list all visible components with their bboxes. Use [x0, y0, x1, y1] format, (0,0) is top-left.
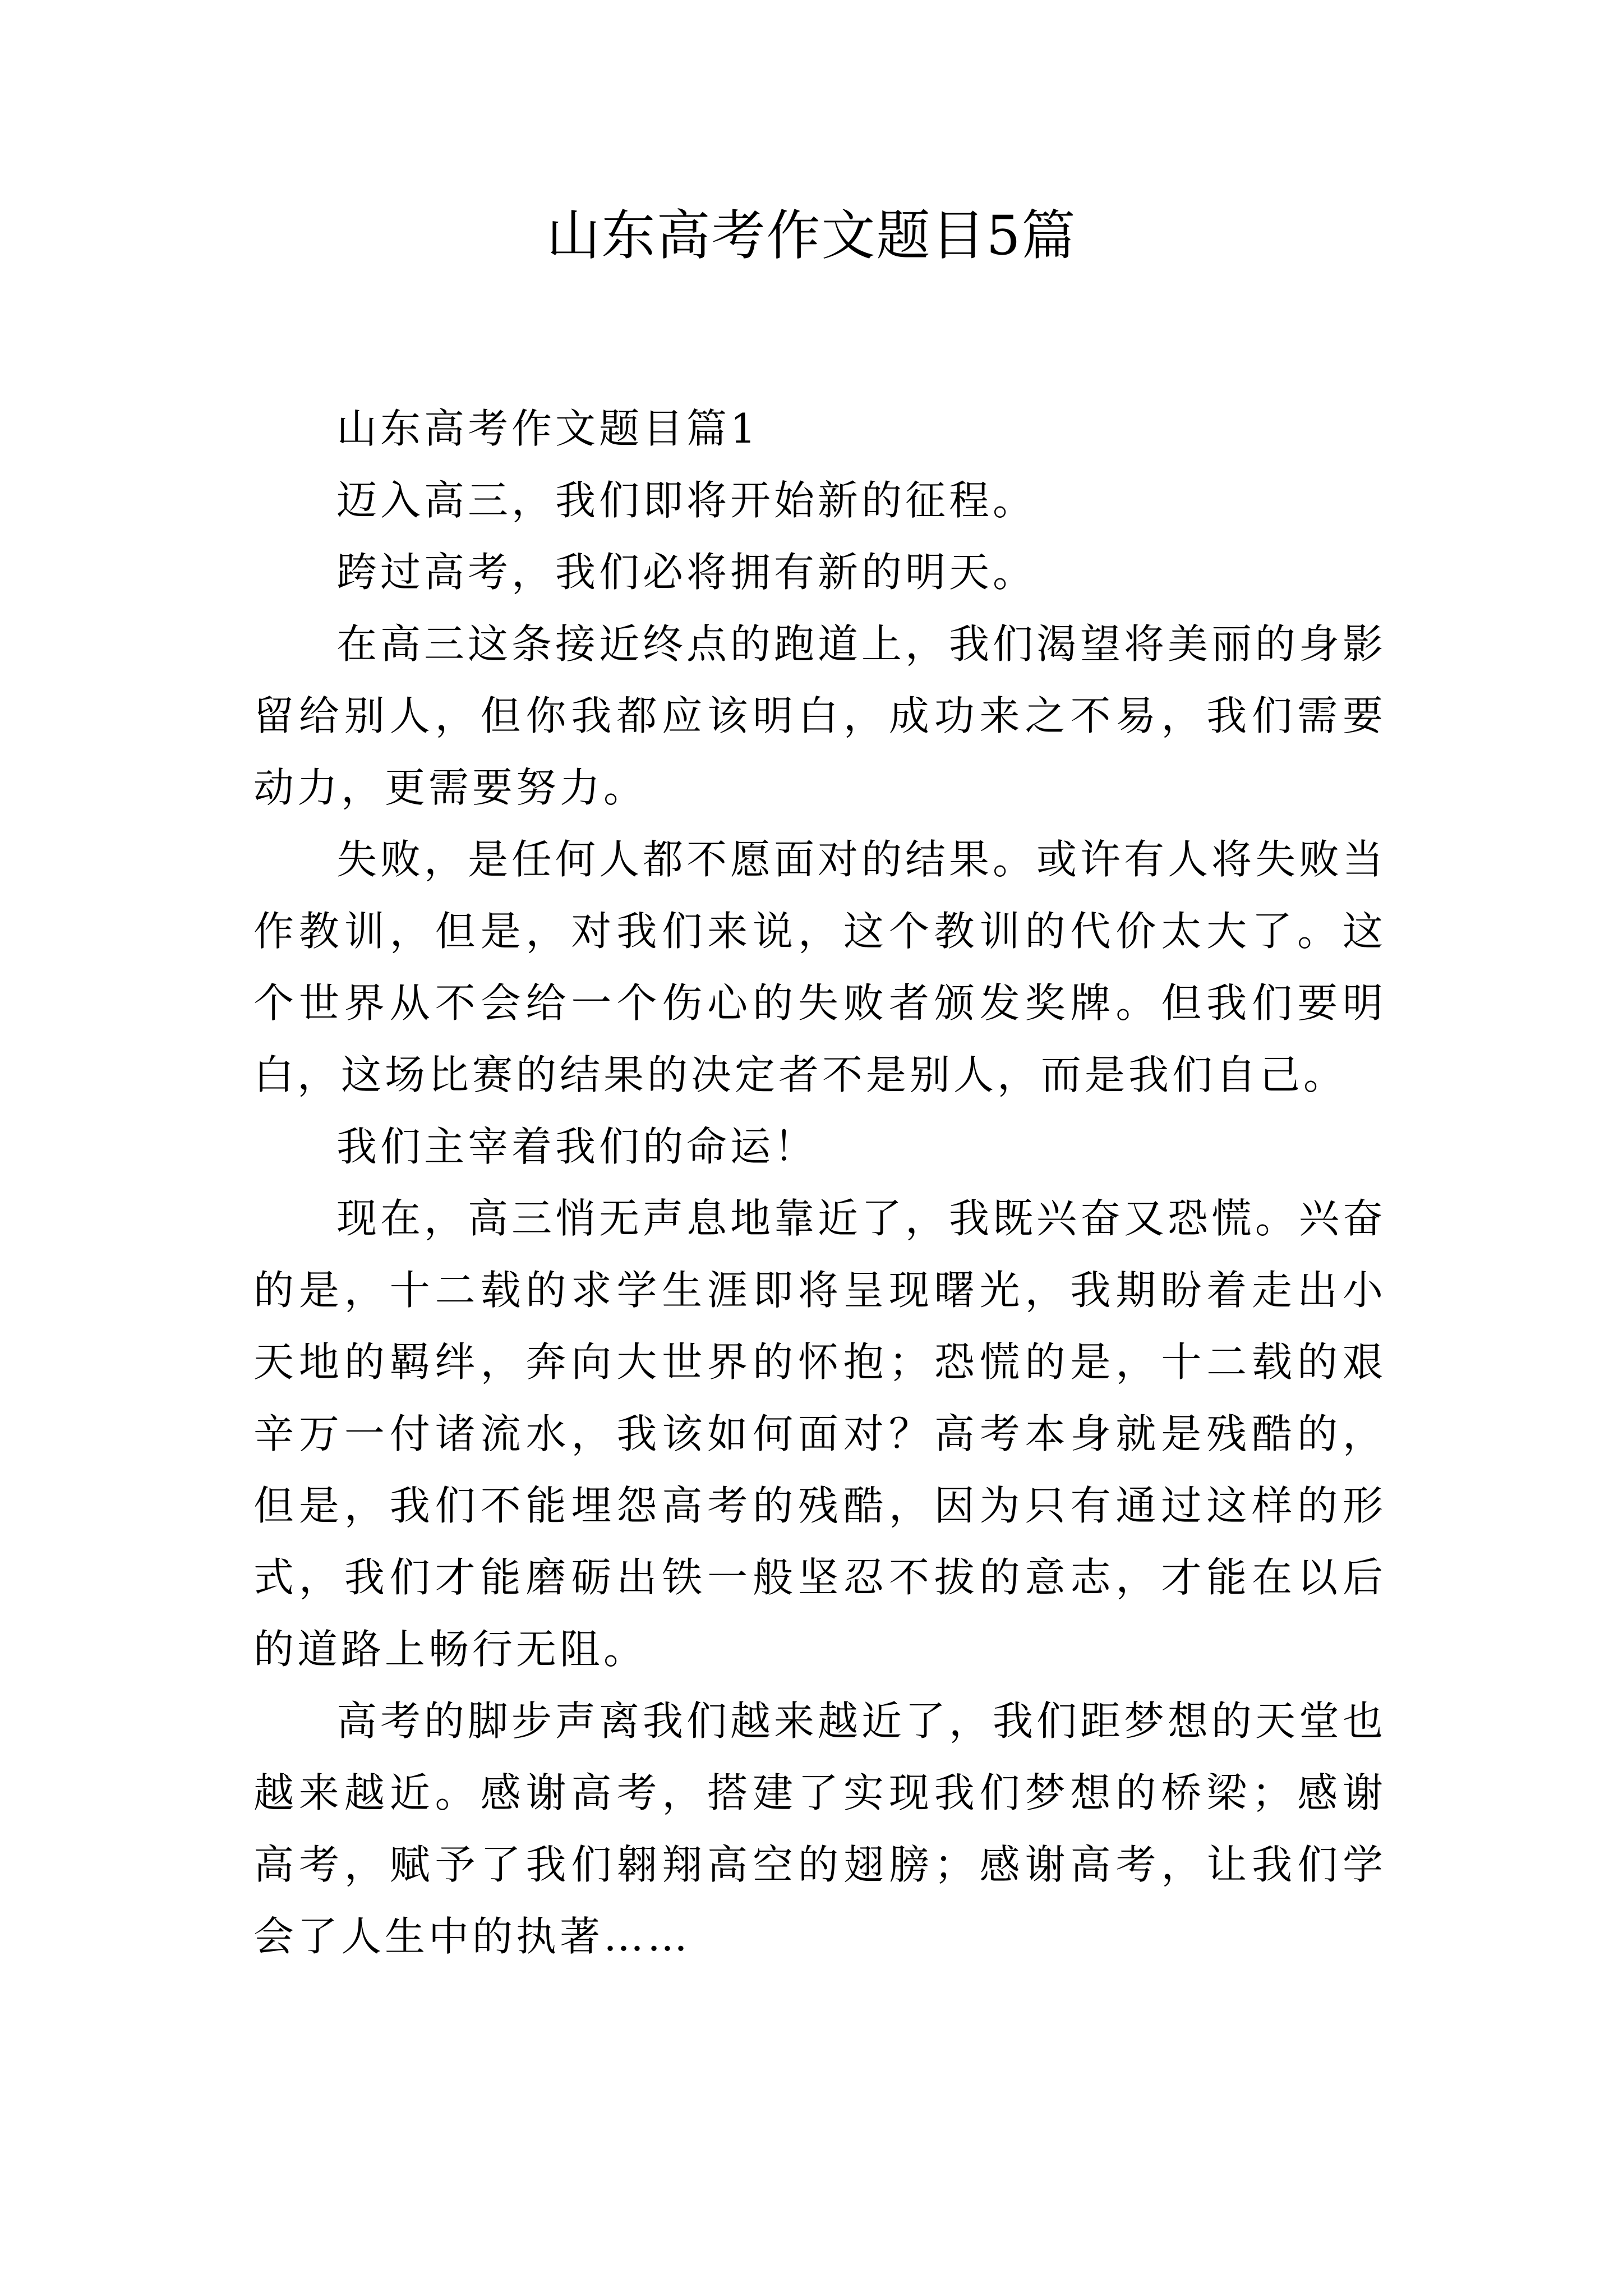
paragraph: 跨过高考，我们必将拥有新的明天。 [336, 549, 1037, 596]
document-title: 山东高考作文题目5篇 [546, 204, 1077, 267]
paragraph: 在高三这条接近终点的跑道上，我们渴望将美丽的身影留给别人，但你我都应该明白，成功来之不易，我们需要动力，更需要努力。 [253, 620, 1387, 811]
paragraph: 失败，是任何人都不愿面对的结果。或许有人将失败当作教训，但是，对我们来说，这个教训的代价太大了。这个世界从不会给一个伤心的失败者颁发奖牌。但我们要明白，这场比赛的结果的决定者不是别人，而是我们自己。 [253, 836, 1387, 1098]
paragraph: 高考的脚步声离我们越来越近了，我们距梦想的天堂也越来越近。感谢高考，搭建了实现我们梦想的桥梁；感谢高考，赋予了我们翱翔高空的翅膀；感谢高考，让我们学会了人生中的执著…… [253, 1697, 1387, 1960]
paragraph: 现在，高三悄无声息地靠近了，我既兴奋又恐慌。兴奋的是，十二载的求学生涯即将呈现曙光，我期盼着走出小天地的羁绊，奔向大世界的怀抱；恐慌的是，十二载的艰辛万一付诸流水，我该如何面对？高考本身就是残酷的，但是，我们不能埋怨高考的残酷，因为只有通过这样的形式，我们才能磨砺出铁一般坚忍不拔的意志，才能在以后的道路上畅行无阻。 [253, 1195, 1387, 1673]
paragraph: 我们主宰着我们的命运！ [336, 1123, 818, 1170]
document-body [253, 393, 1386, 1972]
paragraph: 迈入高三，我们即将开始新的征程。 [336, 477, 1037, 524]
section-heading: 山东高考作文题目篇1 [336, 405, 759, 452]
